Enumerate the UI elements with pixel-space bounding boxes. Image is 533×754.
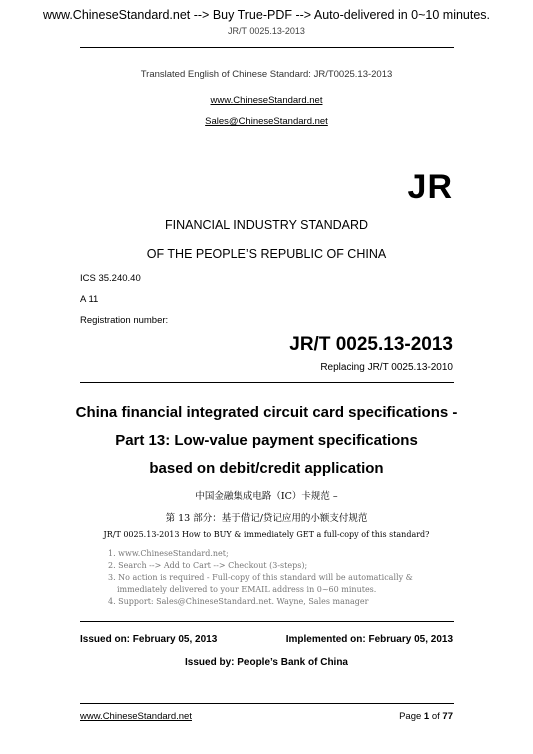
purchase-step: 3. No action is required - Full-copy of this standard will be automatically & — [108, 573, 413, 582]
title-line-3: based on debit/credit application — [149, 460, 384, 477]
page-separator: of — [429, 711, 443, 722]
purchase-steps — [108, 548, 468, 608]
standard-number: JR/T 0025.13-2013 — [289, 334, 453, 355]
purchase-heading: JR/T 0025.13-2013 How to BUY & immediately GET a full-copy of this standard? — [103, 530, 430, 539]
title-divider — [80, 382, 454, 383]
purchase-step-continued: immediately delivered to your EMAIL address in 0~60 minutes. — [117, 585, 377, 594]
page-current: 1 — [423, 711, 430, 722]
standard-mark: JR — [407, 168, 453, 206]
classification-code: A 11 — [80, 294, 99, 305]
website-link-row — [0, 90, 533, 108]
replacing-standard: Replacing JR/T 0025.13-2010 — [320, 362, 453, 373]
email-link-row — [0, 111, 533, 129]
footer-divider — [80, 703, 454, 704]
page-prefix: Page — [399, 711, 424, 722]
industry-standard-line1: FINANCIAL INDUSTRY STANDARD — [164, 218, 369, 232]
industry-standard-line2: OF THE PEOPLE’S REPUBLIC OF CHINA — [146, 247, 387, 261]
chinese-title-2: 第 13 部分：基于借记/贷记应用的小额支付规范 — [165, 513, 368, 524]
issued-date: Issued on: February 05, 2013 — [80, 634, 218, 645]
registration-number: Registration number: — [80, 315, 169, 326]
email-link[interactable]: Sales@ChineseStandard.net — [205, 116, 328, 127]
header-standard-code: JR/T 0025.13-2013 — [228, 26, 305, 36]
title-line-2: Part 13: Low-value payment specifications — [115, 432, 418, 449]
purchase-step: 1. www.ChineseStandard.net; — [108, 549, 229, 558]
purchase-step: 4. Support: Sales@ChineseStandard.net. Wayne, Sales manager — [108, 597, 369, 606]
translation-note: Translated English of Chinese Standard: JR/T0025.13-2013 — [140, 69, 393, 80]
implemented-date: Implemented on: February 05, 2013 — [285, 634, 453, 645]
title-line-1: China financial integrated circuit card specifications - — [75, 404, 458, 421]
chinese-title-1: 中国金融集成电路（IC）卡规范 – — [195, 491, 338, 502]
purchase-step: 2. Search --> Add to Cart --> Checkout (3-steps); — [108, 561, 308, 570]
ics-code: ICS 35.240.40 — [80, 273, 141, 284]
header-divider — [80, 47, 454, 48]
issue-divider — [80, 621, 454, 622]
page-total: 77 — [442, 711, 453, 722]
page-indicator — [399, 711, 453, 722]
footer-website-link[interactable]: www.ChineseStandard.net — [80, 711, 192, 722]
header-banner: www.ChineseStandard.net --> Buy True-PDF --> Auto-delivered in 0~10 minutes. — [42, 8, 491, 22]
website-link[interactable]: www.ChineseStandard.net — [210, 95, 323, 106]
issuing-authority: Issued by: People’s Bank of China — [185, 657, 348, 668]
